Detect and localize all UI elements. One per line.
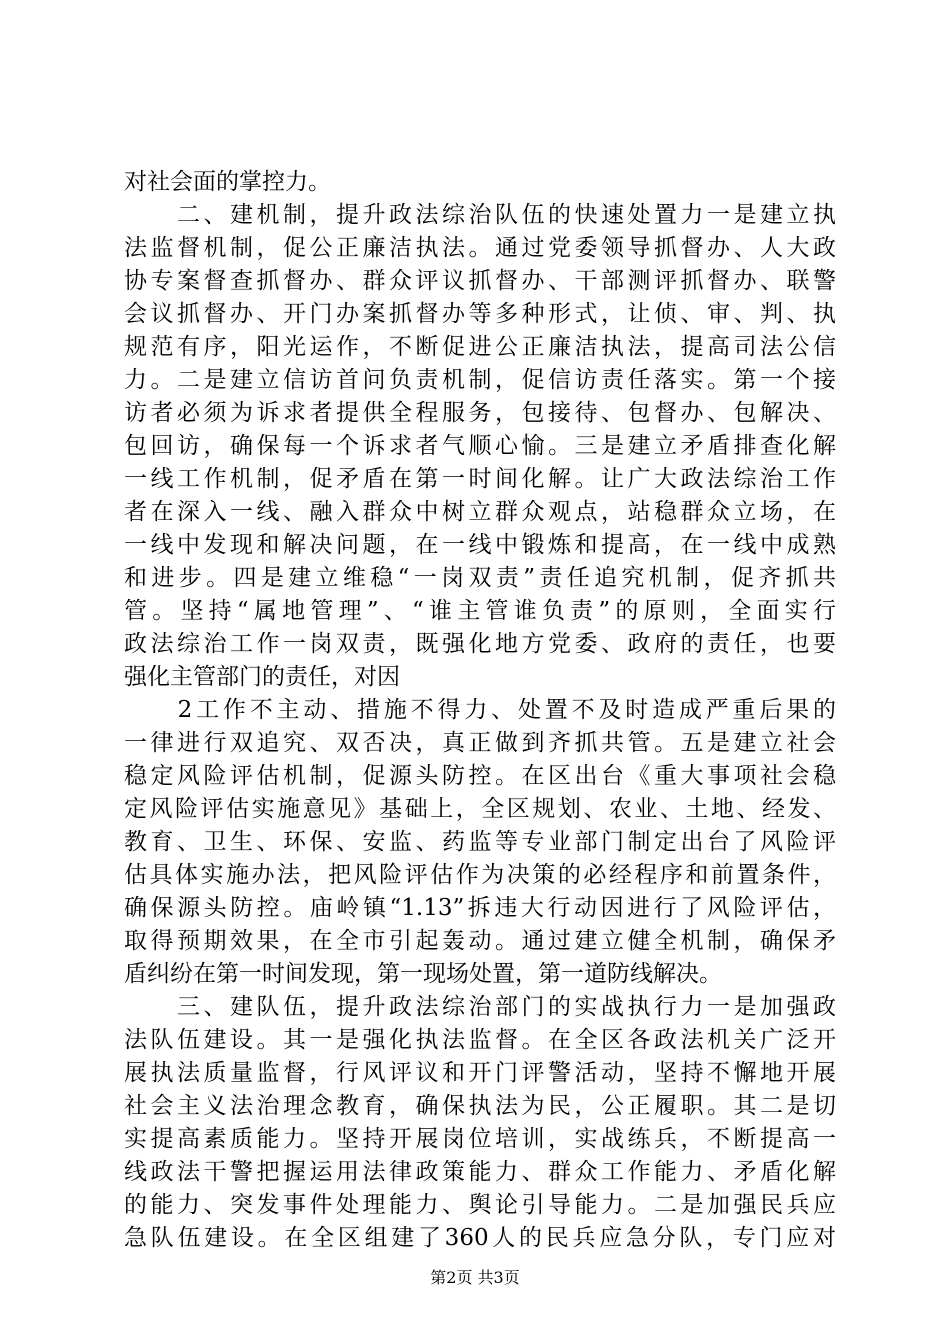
text-line: 急队伍建设。在全区组建了360人的民兵应急分队，专门应对 [124,1225,836,1251]
text-line: 取得预期效果，在全市引起轰动。通过建立健全机制，确保矛 [124,928,836,954]
text-line: 社会主义法治理念教育，确保执法为民，公正履职。其二是切 [124,1093,836,1119]
text-line: 规范有序，阳光运作，不断促进公正廉洁执法，提高司法公信 [124,334,836,360]
text-line: 定风险评估实施意见》基础上，全区规划、农业、土地、经发、 [124,796,836,822]
document-body [124,166,836,1255]
text-line: 和进步。四是建立维稳“一岗双责”责任追究机制，促齐抓共 [124,565,836,591]
text-line: 包回访，确保每一个诉求者气顺心愉。三是建立矛盾排查化解 [124,433,836,459]
text-line: 实提高素质能力。坚持开展岗位培训，实战练兵，不断提高一 [124,1126,836,1152]
text-line: 一线工作机制，促矛盾在第一时间化解。让广大政法综治工作 [124,466,836,492]
text-line: 展执法质量监督，行风评议和开门评警活动，坚持不懈地开展 [124,1060,836,1086]
text-line: 三、建队伍，提升政法综治部门的实战执行力一是加强政 [124,994,836,1020]
text-line: 会议抓督办、开门办案抓督办等多种形式，让侦、审、判、执 [124,301,836,327]
text-line: 协专案督查抓督办、群众评议抓督办、干部测评抓督办、联警 [124,268,836,294]
text-line: 对社会面的掌控力。 [124,169,331,195]
text-line: 法监督机制，促公正廉洁执法。通过党委领导抓督办、人大政 [124,235,836,261]
text-line: 强化主管部门的责任，对因 [124,664,400,690]
text-line: 2工作不主动、措施不得力、处置不及时造成严重后果的 [124,697,836,723]
text-line: 估具体实施办法，把风险评估作为决策的必经程序和前置条件， [124,862,836,888]
text-line: 二、建机制，提升政法综治队伍的快速处置力一是建立执 [124,202,836,228]
text-line: 者在深入一线、融入群众中树立群众观点，站稳群众立场，在 [124,499,836,525]
text-line: 力。二是建立信访首问负责机制，促信访责任落实。第一个接 [124,367,836,393]
text-line: 政法综治工作一岗双责，既强化地方党委、政府的责任，也要 [124,631,836,657]
text-line: 一律进行双追究、双否决，真正做到齐抓共管。五是建立社会 [124,730,836,756]
text-line: 盾纠纷在第一时间发现，第一现场处置，第一道防线解决。 [124,961,722,987]
text-line: 教育、卫生、环保、安监、药监等专业部门制定出台了风险评 [124,829,836,855]
text-line: 法队伍建设。其一是强化执法监督。在全区各政法机关广泛开 [124,1027,836,1053]
page-footer: 第2页 共3页 [430,1268,520,1287]
text-line: 管。坚持“属地管理”、“谁主管谁负责”的原则，全面实行 [124,598,836,624]
text-line: 确保源头防控。庙岭镇“1.13”拆违大行动因进行了风险评估， [124,895,836,921]
text-line: 访者必须为诉求者提供全程服务，包接待、包督办、包解决、 [124,400,836,426]
text-line: 的能力、突发事件处理能力、舆论引导能力。二是加强民兵应 [124,1192,836,1218]
text-line: 稳定风险评估机制，促源头防控。在区出台《重大事项社会稳 [124,763,836,789]
text-line: 一线中发现和解决问题，在一线中锻炼和提高，在一线中成熟 [124,532,836,558]
text-line: 线政法干警把握运用法律政策能力、群众工作能力、矛盾化解 [124,1159,836,1185]
